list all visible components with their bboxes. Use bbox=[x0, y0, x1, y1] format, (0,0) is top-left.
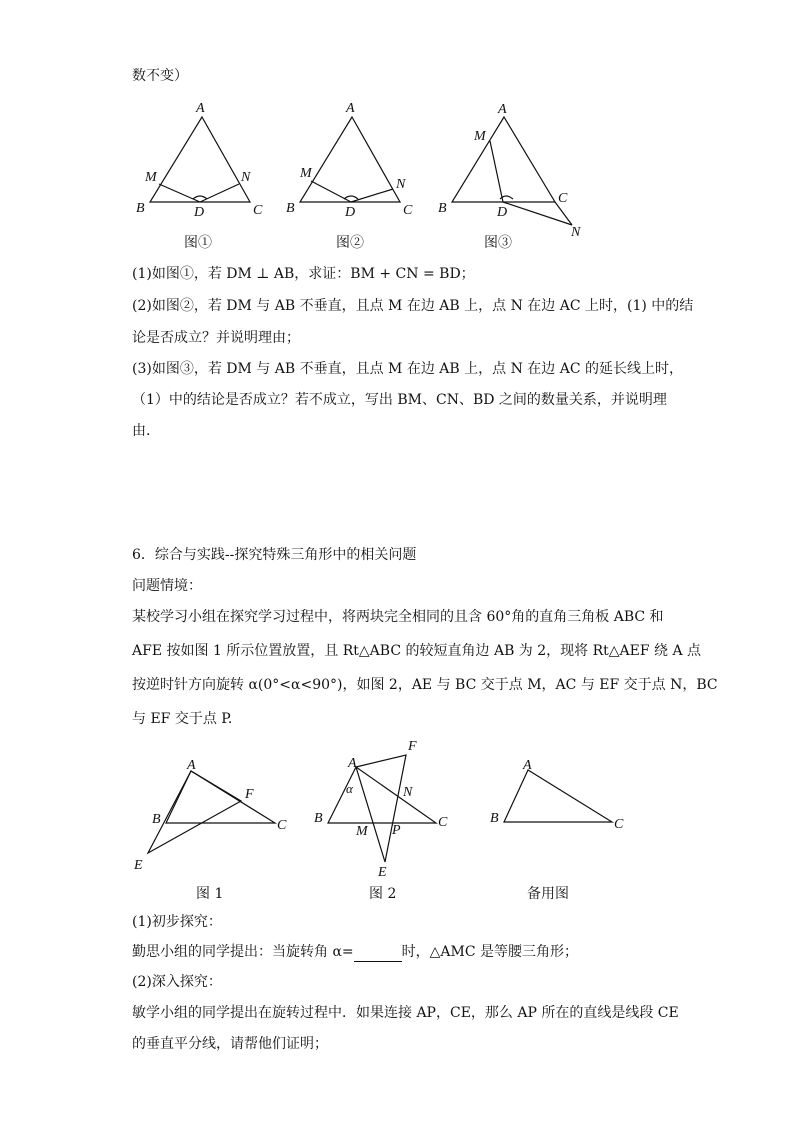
label-M: M bbox=[356, 824, 368, 839]
label-N: N bbox=[241, 170, 251, 185]
problem6-figure-1 bbox=[133, 758, 287, 873]
fig-caption-1: 图① bbox=[184, 235, 212, 251]
label-B: B bbox=[314, 811, 323, 826]
label-C: C bbox=[403, 203, 413, 218]
label-D: D bbox=[497, 205, 508, 220]
problem6-title: 6．综合与实践--探究特殊三角形中的相关问题 bbox=[132, 547, 417, 563]
label-A: A bbox=[498, 102, 507, 117]
label-C: C bbox=[614, 817, 624, 832]
label-D: D bbox=[194, 205, 205, 220]
problem6-intro-line1: 某校学习小组在探究学习过程中，将两块完全相同的且含 60°角的直角三角板 ABC 和 bbox=[132, 609, 664, 625]
label-C: C bbox=[558, 191, 568, 206]
problem6-intro-line2: AFE 按如图 1 所示位置放置，且 Rt△ABC 的较短直角边 AB 为 2，现将 Rt△AEF 绕 A 点 bbox=[132, 643, 702, 659]
problem5-q2-line2: 论是否成立？并说明理由； bbox=[132, 330, 300, 346]
label-B: B bbox=[438, 201, 447, 216]
p6-fig-caption-3: 备用图 bbox=[527, 886, 569, 902]
problem6-part2-line2: 的垂直平分线，请帮他们证明； bbox=[132, 1036, 328, 1052]
label-E: E bbox=[378, 865, 387, 880]
label-M: M bbox=[300, 166, 312, 181]
part1-text-before: 勤思小组的同学提出：当旋转角 α= bbox=[132, 944, 354, 960]
label-C: C bbox=[253, 203, 263, 218]
label-A: A bbox=[187, 758, 196, 773]
label-A: A bbox=[348, 756, 357, 771]
label-C: C bbox=[277, 818, 287, 833]
continued-fragment: 数不变） bbox=[132, 68, 188, 84]
problem6-part2-line1: 敏学小组的同学提出在旋转过程中．如果连接 AP，CE，那么 AP 所在的直线是线段 CE bbox=[132, 1005, 679, 1021]
problem6-intro-line4: 与 EF 交于点 P. bbox=[132, 711, 233, 727]
problem5-figure-1 bbox=[136, 101, 263, 220]
problem5-q2-line1: (2)如图②，若 DM 与 AB 不垂直，且点 M 在边 AB 上，点 N 在边 AC 上时，(1) 中的结 bbox=[132, 298, 694, 314]
label-B: B bbox=[136, 201, 145, 216]
label-N: N bbox=[403, 785, 413, 800]
label-P: P bbox=[392, 823, 401, 838]
problem5-q1: (1)如图①，若 DM ⊥ AB，求证：BM + CN = BD； bbox=[132, 266, 475, 282]
label-B: B bbox=[152, 812, 161, 827]
part1-text-after: 时，△AMC 是等腰三角形； bbox=[401, 944, 579, 960]
label-F: F bbox=[408, 739, 417, 754]
problem6-figure-2 bbox=[314, 739, 448, 880]
problem6-intro-line3: 按逆时针方向旋转 α(0°<α<90°)，如图 2，AE 与 BC 交于点 M，AC 与 EF 交于点 N，BC bbox=[132, 677, 718, 693]
p6-fig-caption-2: 图 2 bbox=[369, 886, 397, 902]
label-C: C bbox=[438, 815, 448, 830]
problem5-figure-2 bbox=[286, 101, 413, 220]
label-F: F bbox=[245, 787, 254, 802]
problem6-part1-text bbox=[132, 942, 578, 962]
p6-fig-caption-1: 图 1 bbox=[196, 886, 224, 902]
problem5-q3-line2: （1）中的结论是否成立？若不成立，写出 BM、CN、BD 之间的数量关系，并说明理 bbox=[132, 392, 667, 408]
problem6-situation-heading: 问题情境： bbox=[132, 578, 202, 594]
problem6-backup-figure bbox=[490, 758, 624, 832]
fig-caption-3: 图③ bbox=[484, 235, 512, 251]
label-M: M bbox=[474, 129, 486, 144]
label-A: A bbox=[523, 758, 532, 773]
label-B: B bbox=[286, 201, 295, 216]
answer-blank[interactable] bbox=[354, 947, 402, 962]
label-alpha: α bbox=[346, 781, 353, 796]
label-D: D bbox=[345, 205, 356, 220]
label-B: B bbox=[490, 811, 499, 826]
label-E: E bbox=[134, 858, 143, 873]
problem5-q3-line1: (3)如图③，若 DM 与 AB 不垂直，且点 M 在边 AB 上，点 N 在边 AC 的延长线上时， bbox=[132, 361, 683, 377]
problem6-part1-heading: (1)初步探究： bbox=[132, 914, 222, 930]
label-N: N bbox=[571, 225, 581, 240]
label-N: N bbox=[396, 177, 406, 192]
problem5-q3-line3: 由. bbox=[132, 423, 151, 439]
label-A: A bbox=[196, 101, 205, 116]
problem5-figure-3 bbox=[438, 102, 581, 240]
fig-caption-2: 图② bbox=[336, 235, 364, 251]
problem6-part2-heading: (2)深入探究： bbox=[132, 974, 222, 990]
label-A: A bbox=[346, 101, 355, 116]
label-M: M bbox=[145, 170, 157, 185]
